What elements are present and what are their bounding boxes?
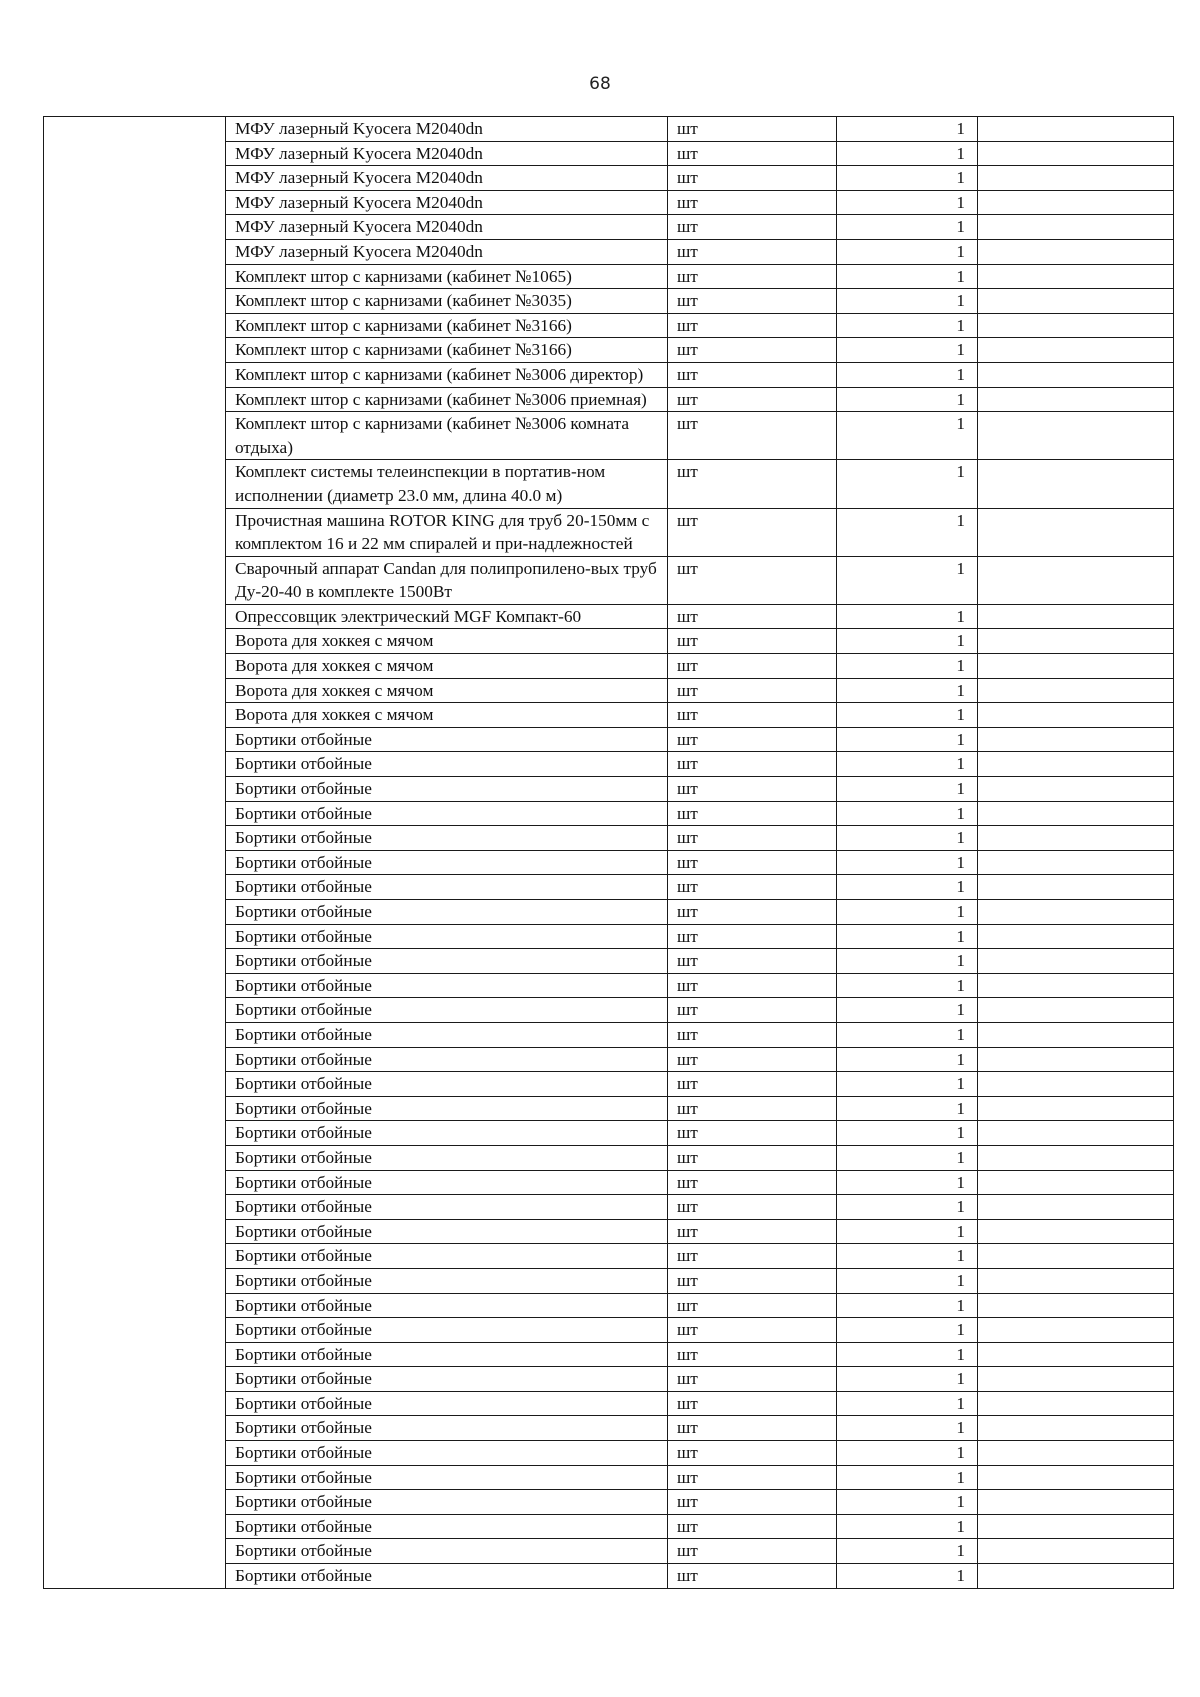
item-name-cell: Бортики отбойные [226,1145,668,1170]
quantity-cell: 1 [837,190,978,215]
item-name-cell: Комплект штор с карнизами (кабинет №3166) [226,338,668,363]
empty-cell [978,1441,1174,1466]
empty-cell [978,801,1174,826]
unit-cell: шт [668,1219,837,1244]
page-number: 68 [589,74,611,94]
quantity-cell: 1 [837,264,978,289]
unit-cell: шт [668,1391,837,1416]
unit-cell: шт [668,1539,837,1564]
item-name-cell: Бортики отбойные [226,1022,668,1047]
unit-cell: шт [668,1268,837,1293]
unit-cell: шт [668,900,837,925]
unit-cell: шт [668,313,837,338]
item-name-cell: Комплект штор с карнизами (кабинет №1065) [226,264,668,289]
unit-cell: шт [668,1342,837,1367]
unit-cell: шт [668,777,837,802]
empty-cell [978,1391,1174,1416]
unit-cell: шт [668,1514,837,1539]
empty-cell [978,678,1174,703]
item-name-cell: Бортики отбойные [226,1367,668,1392]
unit-cell: шт [668,387,837,412]
unit-cell: шт [668,654,837,679]
empty-cell [978,752,1174,777]
quantity-cell: 1 [837,973,978,998]
empty-cell [978,239,1174,264]
unit-cell: шт [668,1564,837,1589]
unit-cell: шт [668,850,837,875]
quantity-cell: 1 [837,166,978,191]
empty-cell [978,1195,1174,1220]
unit-cell: шт [668,1170,837,1195]
item-name-cell: МФУ лазерный Kyocera M2040dn [226,215,668,240]
unit-cell: шт [668,629,837,654]
unit-cell: шт [668,1022,837,1047]
item-name-cell: Бортики отбойные [226,1465,668,1490]
quantity-cell: 1 [837,1072,978,1097]
quantity-cell: 1 [837,1195,978,1220]
unit-cell: шт [668,1416,837,1441]
quantity-cell: 1 [837,1219,978,1244]
quantity-cell: 1 [837,1022,978,1047]
unit-cell: шт [668,166,837,191]
empty-cell [978,850,1174,875]
empty-cell [978,1219,1174,1244]
item-name-cell: Бортики отбойные [226,1514,668,1539]
empty-cell [978,826,1174,851]
item-name-cell: Бортики отбойные [226,998,668,1023]
unit-cell: шт [668,1072,837,1097]
quantity-cell: 1 [837,801,978,826]
item-name-cell: Прочистная машина ROTOR KING для труб 20-150мм с комплектом 16 и 22 мм спиралей и при-надлежностей [226,508,668,556]
unit-cell: шт [668,264,837,289]
quantity-cell: 1 [837,703,978,728]
empty-cell [978,412,1174,460]
unit-cell: шт [668,1490,837,1515]
quantity-cell: 1 [837,338,978,363]
unit-cell: шт [668,1465,837,1490]
item-name-cell: Опрессовщик электрический MGF Компакт-60 [226,604,668,629]
item-name-cell: Бортики отбойные [226,1441,668,1466]
quantity-cell: 1 [837,1096,978,1121]
item-name-cell: Комплект штор с карнизами (кабинет №3006 приемная) [226,387,668,412]
quantity-cell: 1 [837,727,978,752]
empty-cell [978,1244,1174,1269]
quantity-cell: 1 [837,629,978,654]
item-name-cell: Бортики отбойные [226,1490,668,1515]
unit-cell: шт [668,1441,837,1466]
quantity-cell: 1 [837,1170,978,1195]
quantity-cell: 1 [837,924,978,949]
quantity-cell: 1 [837,1514,978,1539]
quantity-cell: 1 [837,850,978,875]
empty-cell [978,1268,1174,1293]
empty-cell [978,1145,1174,1170]
quantity-cell: 1 [837,1564,978,1589]
unit-cell: шт [668,826,837,851]
table-row [44,117,1174,142]
unit-cell: шт [668,875,837,900]
item-name-cell: Бортики отбойные [226,973,668,998]
quantity-cell: 1 [837,678,978,703]
item-name-cell: МФУ лазерный Kyocera M2040dn [226,190,668,215]
item-name-cell: МФУ лазерный Kyocera M2040dn [226,117,668,142]
unit-cell: шт [668,1367,837,1392]
item-name-cell: Бортики отбойные [226,752,668,777]
empty-cell [978,654,1174,679]
quantity-cell: 1 [837,604,978,629]
empty-cell [978,1047,1174,1072]
item-name-cell: Бортики отбойные [226,924,668,949]
empty-cell [978,703,1174,728]
item-name-cell: Бортики отбойные [226,1219,668,1244]
unit-cell: шт [668,1047,837,1072]
item-name-cell: Бортики отбойные [226,1564,668,1589]
item-name-cell: Бортики отбойные [226,949,668,974]
empty-cell [978,998,1174,1023]
quantity-cell: 1 [837,1318,978,1343]
quantity-cell: 1 [837,1293,978,1318]
quantity-cell: 1 [837,752,978,777]
quantity-cell: 1 [837,1441,978,1466]
empty-cell [978,1293,1174,1318]
empty-cell [978,141,1174,166]
empty-cell [978,629,1174,654]
unit-cell: шт [668,215,837,240]
quantity-cell: 1 [837,1490,978,1515]
quantity-cell: 1 [837,875,978,900]
empty-cell [978,264,1174,289]
unit-cell: шт [668,508,837,556]
empty-cell [978,949,1174,974]
empty-cell [978,387,1174,412]
unit-cell: шт [668,1244,837,1269]
empty-cell [978,1121,1174,1146]
item-name-cell: Бортики отбойные [226,900,668,925]
quantity-cell: 1 [837,826,978,851]
quantity-cell: 1 [837,556,978,604]
empty-cell [978,1367,1174,1392]
unit-cell: шт [668,412,837,460]
quantity-cell: 1 [837,460,978,508]
unit-cell: шт [668,190,837,215]
unit-cell: шт [668,1318,837,1343]
item-name-cell: Бортики отбойные [226,1244,668,1269]
unit-cell: шт [668,949,837,974]
empty-cell [978,900,1174,925]
empty-cell [978,1072,1174,1097]
unit-cell: шт [668,289,837,314]
item-name-cell: Ворота для хоккея с мячом [226,678,668,703]
empty-cell [978,338,1174,363]
item-name-cell: Комплект штор с карнизами (кабинет №3006 директор) [226,362,668,387]
empty-cell [978,1022,1174,1047]
quantity-cell: 1 [837,1465,978,1490]
item-name-cell: МФУ лазерный Kyocera M2040dn [226,166,668,191]
empty-cell [978,1490,1174,1515]
empty-cell [978,556,1174,604]
item-name-cell: Ворота для хоккея с мячом [226,629,668,654]
item-name-cell: Бортики отбойные [226,1416,668,1441]
item-name-cell: Бортики отбойные [226,875,668,900]
quantity-cell: 1 [837,900,978,925]
left-merged-cell [44,117,226,1589]
unit-cell: шт [668,556,837,604]
empty-cell [978,1170,1174,1195]
unit-cell: шт [668,703,837,728]
quantity-cell: 1 [837,654,978,679]
unit-cell: шт [668,338,837,363]
unit-cell: шт [668,924,837,949]
item-name-cell: Бортики отбойные [226,1047,668,1072]
unit-cell: шт [668,1145,837,1170]
quantity-cell: 1 [837,215,978,240]
quantity-cell: 1 [837,1145,978,1170]
empty-cell [978,215,1174,240]
item-name-cell: МФУ лазерный Kyocera M2040dn [226,239,668,264]
unit-cell: шт [668,998,837,1023]
item-name-cell: Бортики отбойные [226,777,668,802]
empty-cell [978,604,1174,629]
item-name-cell: Бортики отбойные [226,1391,668,1416]
quantity-cell: 1 [837,1244,978,1269]
quantity-cell: 1 [837,387,978,412]
empty-cell [978,313,1174,338]
empty-cell [978,875,1174,900]
item-name-cell: Комплект штор с карнизами (кабинет №3006 комната отдыха) [226,412,668,460]
empty-cell [978,1539,1174,1564]
item-name-cell: Бортики отбойные [226,801,668,826]
empty-cell [978,1318,1174,1343]
unit-cell: шт [668,460,837,508]
unit-cell: шт [668,973,837,998]
quantity-cell: 1 [837,1342,978,1367]
quantity-cell: 1 [837,777,978,802]
unit-cell: шт [668,362,837,387]
unit-cell: шт [668,1121,837,1146]
item-name-cell: Комплект штор с карнизами (кабинет №3035) [226,289,668,314]
empty-cell [978,289,1174,314]
quantity-cell: 1 [837,239,978,264]
empty-cell [978,924,1174,949]
unit-cell: шт [668,141,837,166]
quantity-cell: 1 [837,1047,978,1072]
quantity-cell: 1 [837,412,978,460]
item-name-cell: Бортики отбойные [226,1121,668,1146]
quantity-cell: 1 [837,508,978,556]
inventory-table [43,116,1174,1589]
empty-cell [978,1096,1174,1121]
quantity-cell: 1 [837,949,978,974]
unit-cell: шт [668,801,837,826]
quantity-cell: 1 [837,998,978,1023]
item-name-cell: Комплект системы телеинспекции в портатив-ном исполнении (диаметр 23.0 мм, длина 40.0 м) [226,460,668,508]
quantity-cell: 1 [837,1268,978,1293]
quantity-cell: 1 [837,1391,978,1416]
item-name-cell: Сварочный аппарат Candan для полипропилено-вых труб Ду-20-40 в комплекте 1500Вт [226,556,668,604]
unit-cell: шт [668,678,837,703]
item-name-cell: Бортики отбойные [226,1342,668,1367]
item-name-cell: Бортики отбойные [226,1539,668,1564]
quantity-cell: 1 [837,362,978,387]
empty-cell [978,1416,1174,1441]
item-name-cell: Бортики отбойные [226,1293,668,1318]
unit-cell: шт [668,1195,837,1220]
quantity-cell: 1 [837,289,978,314]
unit-cell: шт [668,1293,837,1318]
item-name-cell: Бортики отбойные [226,1318,668,1343]
item-name-cell: Бортики отбойные [226,1096,668,1121]
empty-cell [978,460,1174,508]
item-name-cell: МФУ лазерный Kyocera M2040dn [226,141,668,166]
quantity-cell: 1 [837,1367,978,1392]
unit-cell: шт [668,752,837,777]
empty-cell [978,508,1174,556]
quantity-cell: 1 [837,313,978,338]
quantity-cell: 1 [837,1539,978,1564]
item-name-cell: Комплект штор с карнизами (кабинет №3166) [226,313,668,338]
empty-cell [978,1564,1174,1589]
unit-cell: шт [668,239,837,264]
quantity-cell: 1 [837,1121,978,1146]
quantity-cell: 1 [837,117,978,142]
unit-cell: шт [668,604,837,629]
empty-cell [978,166,1174,191]
quantity-cell: 1 [837,1416,978,1441]
empty-cell [978,727,1174,752]
empty-cell [978,777,1174,802]
unit-cell: шт [668,117,837,142]
empty-cell [978,1342,1174,1367]
item-name-cell: Бортики отбойные [226,1170,668,1195]
item-name-cell: Бортики отбойные [226,826,668,851]
item-name-cell: Бортики отбойные [226,1268,668,1293]
unit-cell: шт [668,1096,837,1121]
table-body [44,117,1174,1589]
item-name-cell: Бортики отбойные [226,1072,668,1097]
empty-cell [978,362,1174,387]
empty-cell [978,190,1174,215]
item-name-cell: Ворота для хоккея с мячом [226,703,668,728]
empty-cell [978,117,1174,142]
item-name-cell: Ворота для хоккея с мячом [226,654,668,679]
empty-cell [978,1514,1174,1539]
empty-cell [978,973,1174,998]
quantity-cell: 1 [837,141,978,166]
item-name-cell: Бортики отбойные [226,850,668,875]
unit-cell: шт [668,727,837,752]
item-name-cell: Бортики отбойные [226,727,668,752]
item-name-cell: Бортики отбойные [226,1195,668,1220]
empty-cell [978,1465,1174,1490]
